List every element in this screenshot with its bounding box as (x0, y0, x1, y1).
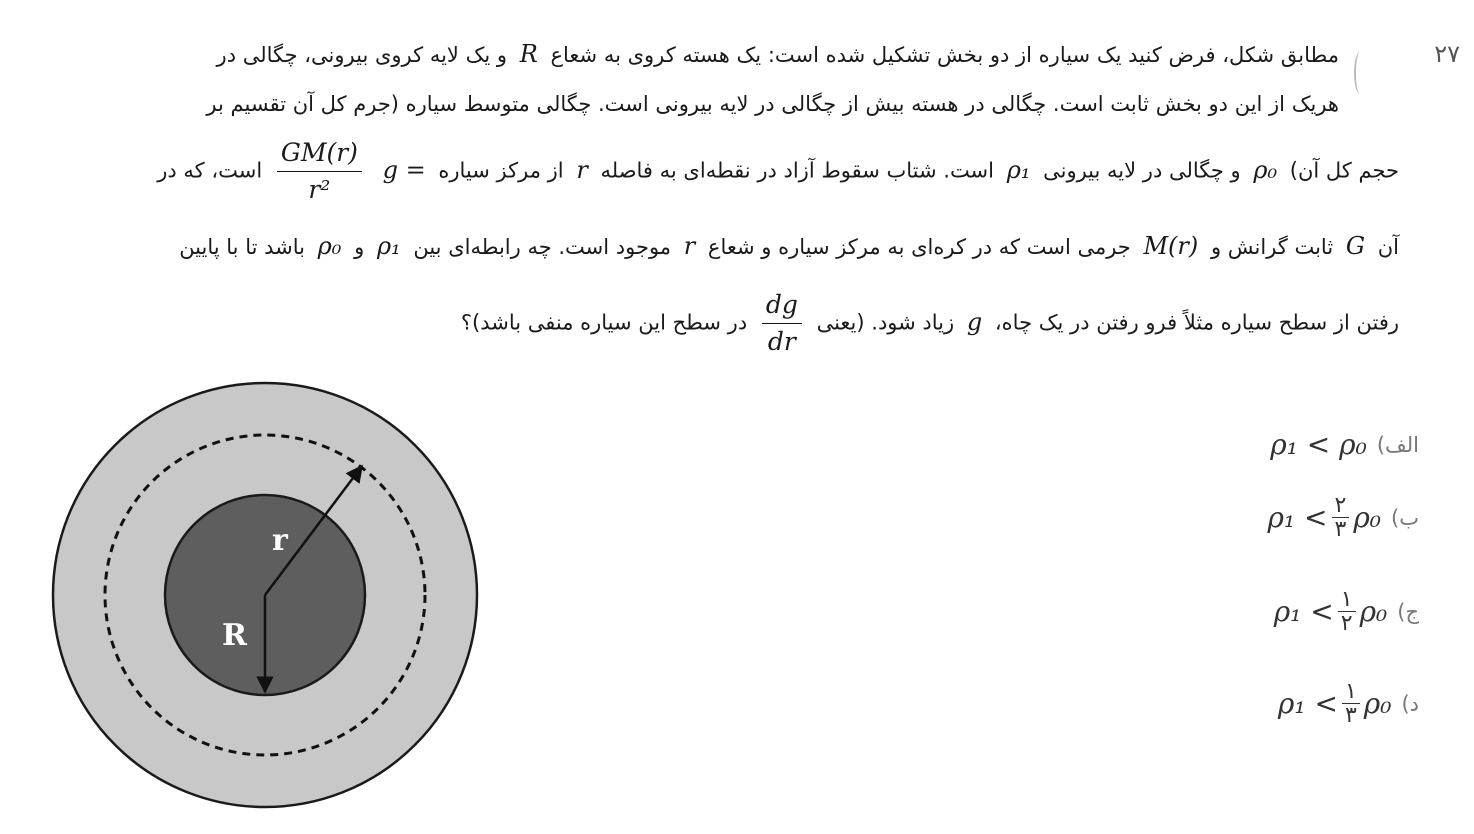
fraction-denominator: r² (308, 175, 331, 204)
fraction-numerator: GM(r) (277, 138, 362, 172)
option-label: ب) (1391, 505, 1419, 530)
math-core-radius: R (519, 40, 538, 68)
option-expression (1267, 494, 1381, 541)
option-fraction (1342, 680, 1360, 727)
planet-diagram (0, 0, 520, 834)
option-fraction (1332, 494, 1350, 541)
fraction-denominator: ۳ (1334, 517, 1347, 543)
text-segment: هریک از این دو بخش ثابت است. چگالی در هسته بیش از چگالی در لایه بیرونی است. چگالی متوسط سیاره (جرم کل آن تقسیم بر (206, 92, 1339, 116)
text-segment: مطابق شکل، فرض کنید یک سیاره از دو بخش تشکیل شده است: یک هسته کروی به شعاع (550, 43, 1339, 67)
math-M-of-r: M(r) (1143, 232, 1199, 260)
text-segment: حجم کل آن) (1289, 158, 1399, 183)
label-r: r (272, 523, 288, 558)
option-d[interactable] (1278, 680, 1419, 727)
option-rhs: ρ₀ (1339, 428, 1367, 461)
text-segment: از مرکز سیاره (438, 158, 564, 183)
math-g-equals: g = (382, 155, 426, 184)
fraction-denominator: ۲ (1340, 611, 1353, 637)
math-G: G (1345, 232, 1366, 260)
math-rho0: ρ₀ (1253, 155, 1278, 184)
math-rho0: ρ₀ (317, 232, 342, 260)
option-lhs: ρ₁ < (1267, 501, 1328, 535)
text-segment: زیاد شود. (یعنی (816, 310, 955, 335)
math-r: r (683, 232, 696, 260)
option-b[interactable] (1267, 494, 1419, 541)
derivative-fraction (762, 290, 802, 357)
text-segment: است، که در (157, 158, 263, 183)
text-segment: است. شتاب سقوط آزاد در نقطه‌ای به فاصله (600, 158, 994, 183)
fraction-denominator: ۳ (1344, 703, 1357, 729)
math-g: g (966, 307, 983, 336)
option-rhs: ρ₀ (1363, 687, 1392, 721)
option-fraction (1338, 588, 1356, 635)
option-expression (1278, 680, 1392, 727)
option-label: ج) (1397, 599, 1419, 624)
fraction-denominator: dr (767, 327, 796, 356)
text-segment: باشد تا با پایین (179, 235, 305, 259)
math-r: r (576, 155, 588, 184)
text-segment: رفتن از سطح سیاره مثلاً فرو رفتن در یک چاه، (994, 310, 1399, 335)
fraction-numerator: ۲ (1332, 494, 1350, 518)
margin-mark (1354, 52, 1366, 94)
math-rho1: ρ₁ (376, 232, 401, 260)
option-c[interactable] (1274, 588, 1419, 635)
fraction-numerator: dg (762, 290, 802, 324)
text-segment: و چگالی در لایه بیرونی (1043, 158, 1241, 183)
text-segment: جرمی است که در کره‌ای به مرکز سیاره و شعاع (707, 235, 1131, 259)
fraction-numerator: ۱ (1338, 588, 1356, 612)
text-segment: موجود است. چه رابطه‌ای بین (413, 235, 672, 259)
text-segment: و یک لایه کروی بیرونی، چگالی در (216, 43, 508, 67)
option-expression (1270, 428, 1367, 461)
text-segment: در سطح این سیاره منفی باشد)؟ (460, 310, 748, 335)
option-expression (1274, 588, 1388, 635)
fraction-numerator: ۱ (1342, 680, 1360, 704)
option-rhs: ρ₀ (1353, 501, 1382, 535)
math-rho1: ρ₁ (1006, 155, 1031, 184)
question-line-5 (461, 290, 1399, 357)
text-segment: و (354, 235, 365, 259)
label-R: R (222, 618, 247, 653)
option-lhs: ρ₁ < (1273, 595, 1334, 629)
question-number: ۲۷ (1434, 40, 1460, 68)
text-segment: آن (1377, 235, 1399, 259)
option-lhs: ρ₁ < (1270, 428, 1331, 461)
option-label: الف) (1376, 432, 1419, 457)
option-rhs: ρ₀ (1359, 595, 1388, 629)
option-a[interactable] (1270, 428, 1419, 461)
text-segment: ثابت گرانش و (1210, 235, 1334, 259)
option-lhs: ρ₁ < (1277, 687, 1338, 721)
option-label: د) (1401, 691, 1419, 716)
